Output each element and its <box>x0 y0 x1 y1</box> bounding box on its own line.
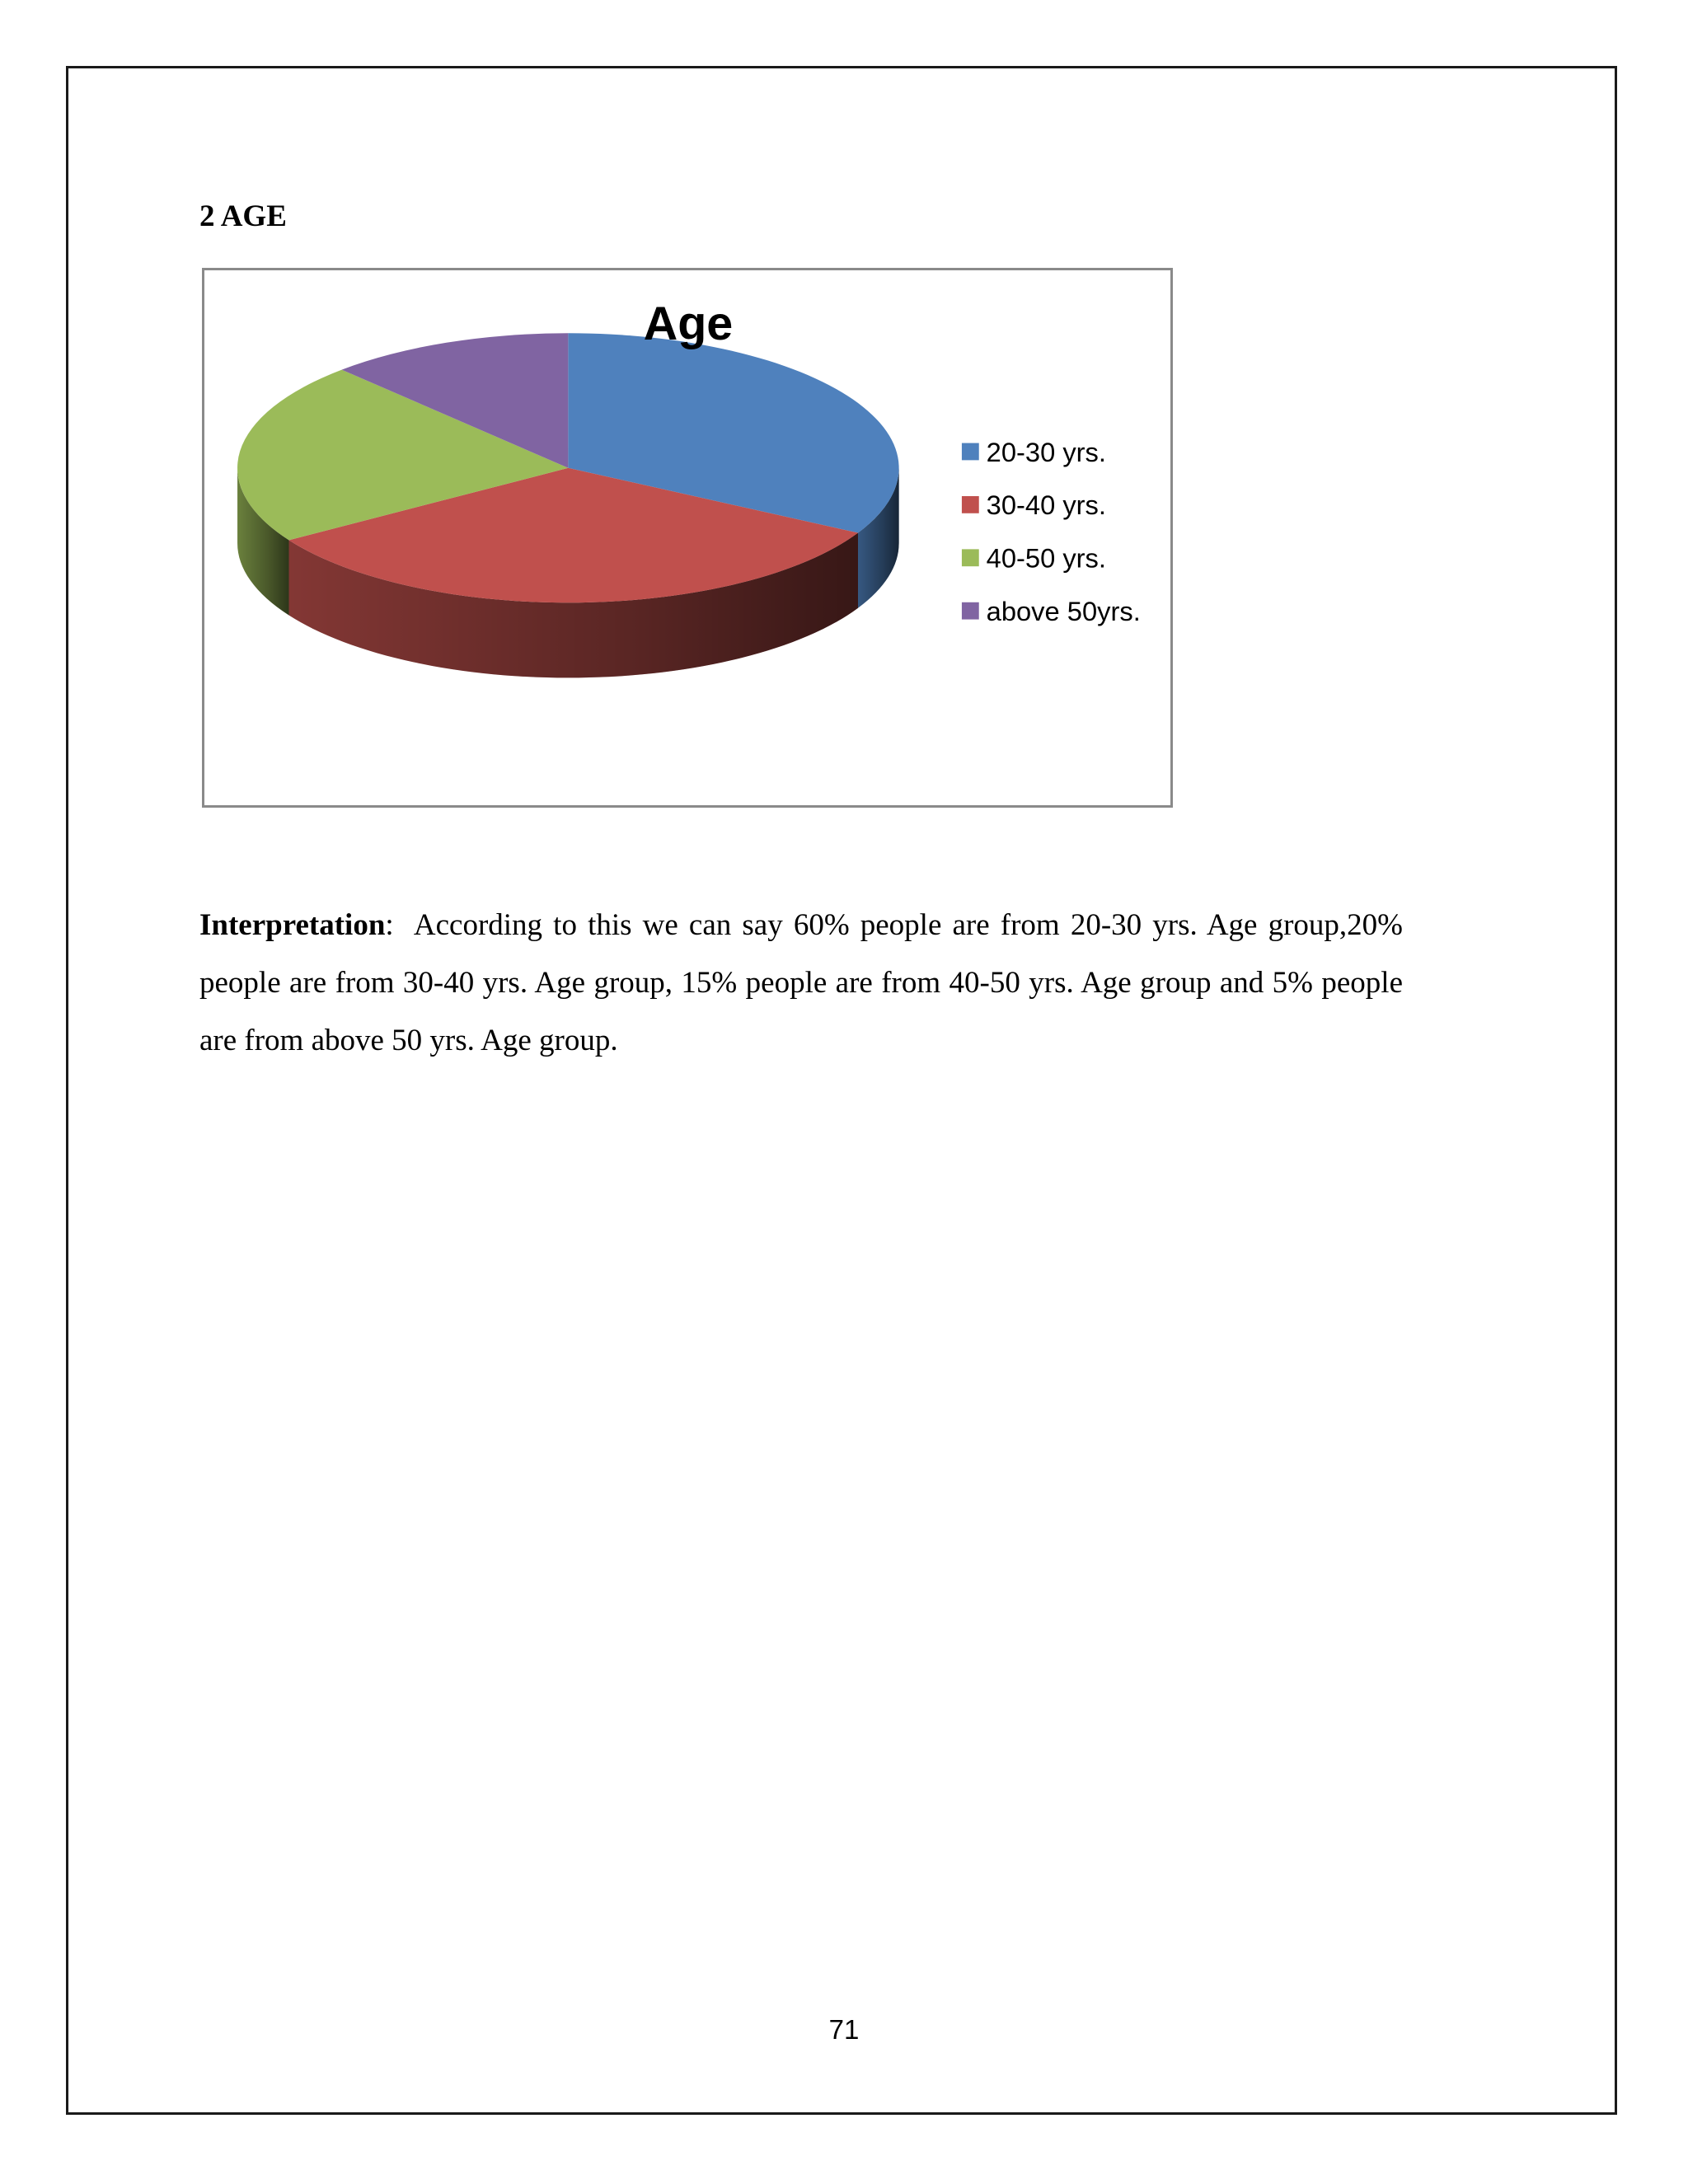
legend-label-0: 20-30 yrs. <box>986 436 1106 467</box>
legend-swatch-1 <box>962 496 979 513</box>
page-number: 71 <box>828 2014 860 2045</box>
age-pie-chart <box>202 268 1173 808</box>
interpretation-label: Interpretation <box>199 908 386 942</box>
section-heading: 2 AGE <box>199 199 287 233</box>
pie-tops <box>237 333 899 602</box>
legend-swatch-2 <box>962 549 979 566</box>
legend-swatch-3 <box>962 602 979 620</box>
interpretation-paragraph <box>199 897 1403 1070</box>
pie-chart-svg <box>204 270 1170 805</box>
interpretation-text: According to this we can say 60% people are from 20-30 yrs. Age group,20% people are from 30-40 yrs. Age group, 15% people are from 40-50 yrs. Age group and 5% people are from above 50 yrs. Age group. <box>199 908 1403 1057</box>
legend-label-3: above 50yrs. <box>986 596 1141 627</box>
interpretation-separator: : <box>385 908 394 942</box>
chart-legend <box>962 437 1141 626</box>
legend-label-1: 30-40 yrs. <box>986 490 1106 521</box>
chart-title: Age <box>643 298 734 351</box>
legend-label-2: 40-50 yrs. <box>986 542 1106 574</box>
legend-swatch-0 <box>962 443 979 461</box>
